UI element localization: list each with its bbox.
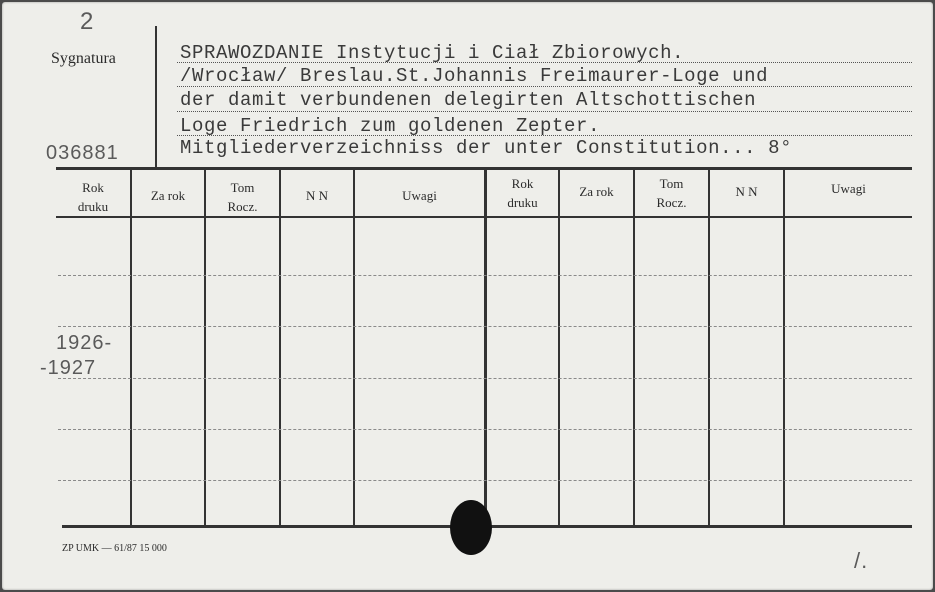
header-remarks: Uwagi [831, 181, 866, 196]
year-entry-start: 1926- [56, 332, 113, 354]
entry-line-4: Loge Friedrich zum goldenen Zepter. [180, 115, 601, 137]
entry-line-1: SPRAWOZDANIE Instytucji i Ciał Zbiorowych. [180, 42, 685, 64]
row-guide-line [58, 275, 912, 276]
row-guide-line [58, 378, 912, 379]
column-separator [130, 170, 132, 526]
header-remarks: Uwagi [402, 188, 437, 203]
row-guide-line [58, 429, 912, 430]
punch-hole [450, 500, 492, 555]
corner-number: 2 [80, 8, 95, 35]
entry-guide-line [177, 111, 912, 112]
header-number: N N [305, 188, 329, 203]
column-separator [558, 170, 560, 526]
call-number: 036881 [46, 142, 119, 164]
year-entry-end: -1927 [40, 357, 97, 379]
footer-print-code: ZP UMK — 61/87 15 000 [62, 543, 167, 554]
column-separator [484, 170, 487, 526]
catalog-card [2, 2, 933, 590]
row-guide-line [58, 480, 912, 481]
entry-guide-line [177, 86, 912, 87]
entry-guide-line [177, 62, 912, 63]
header-volume-annual: Tom Rocz. [227, 180, 258, 214]
entry-line-2: /Wrocław/ Breslau.St.Johannis Freimaurer-Loge und [180, 65, 769, 87]
header-for-year: Za rok [150, 188, 186, 203]
column-separator [279, 170, 281, 526]
header-print-year: Rok druku [77, 180, 109, 214]
header-number: N N [735, 184, 758, 199]
header-for-year: Za rok [579, 184, 614, 199]
corner-mark: /. [854, 548, 869, 573]
row-guide-line [58, 326, 912, 327]
column-separator [204, 170, 206, 526]
column-separator [633, 170, 635, 526]
column-separator [783, 170, 785, 526]
header-volume-annual: Tom Rocz. [656, 176, 687, 210]
entry-line-3: der damit verbundenen delegirten Altschottischen [180, 89, 757, 111]
entry-line-5: Mitgliederverzeichniss der unter Constitution... 8° [180, 137, 793, 159]
column-separator [353, 170, 355, 526]
header-print-year: Rok druku [507, 176, 538, 210]
entry-guide-line [177, 135, 912, 136]
signature-label: Sygnatura [51, 50, 116, 67]
signature-divider [155, 26, 157, 167]
column-separator [708, 170, 710, 526]
